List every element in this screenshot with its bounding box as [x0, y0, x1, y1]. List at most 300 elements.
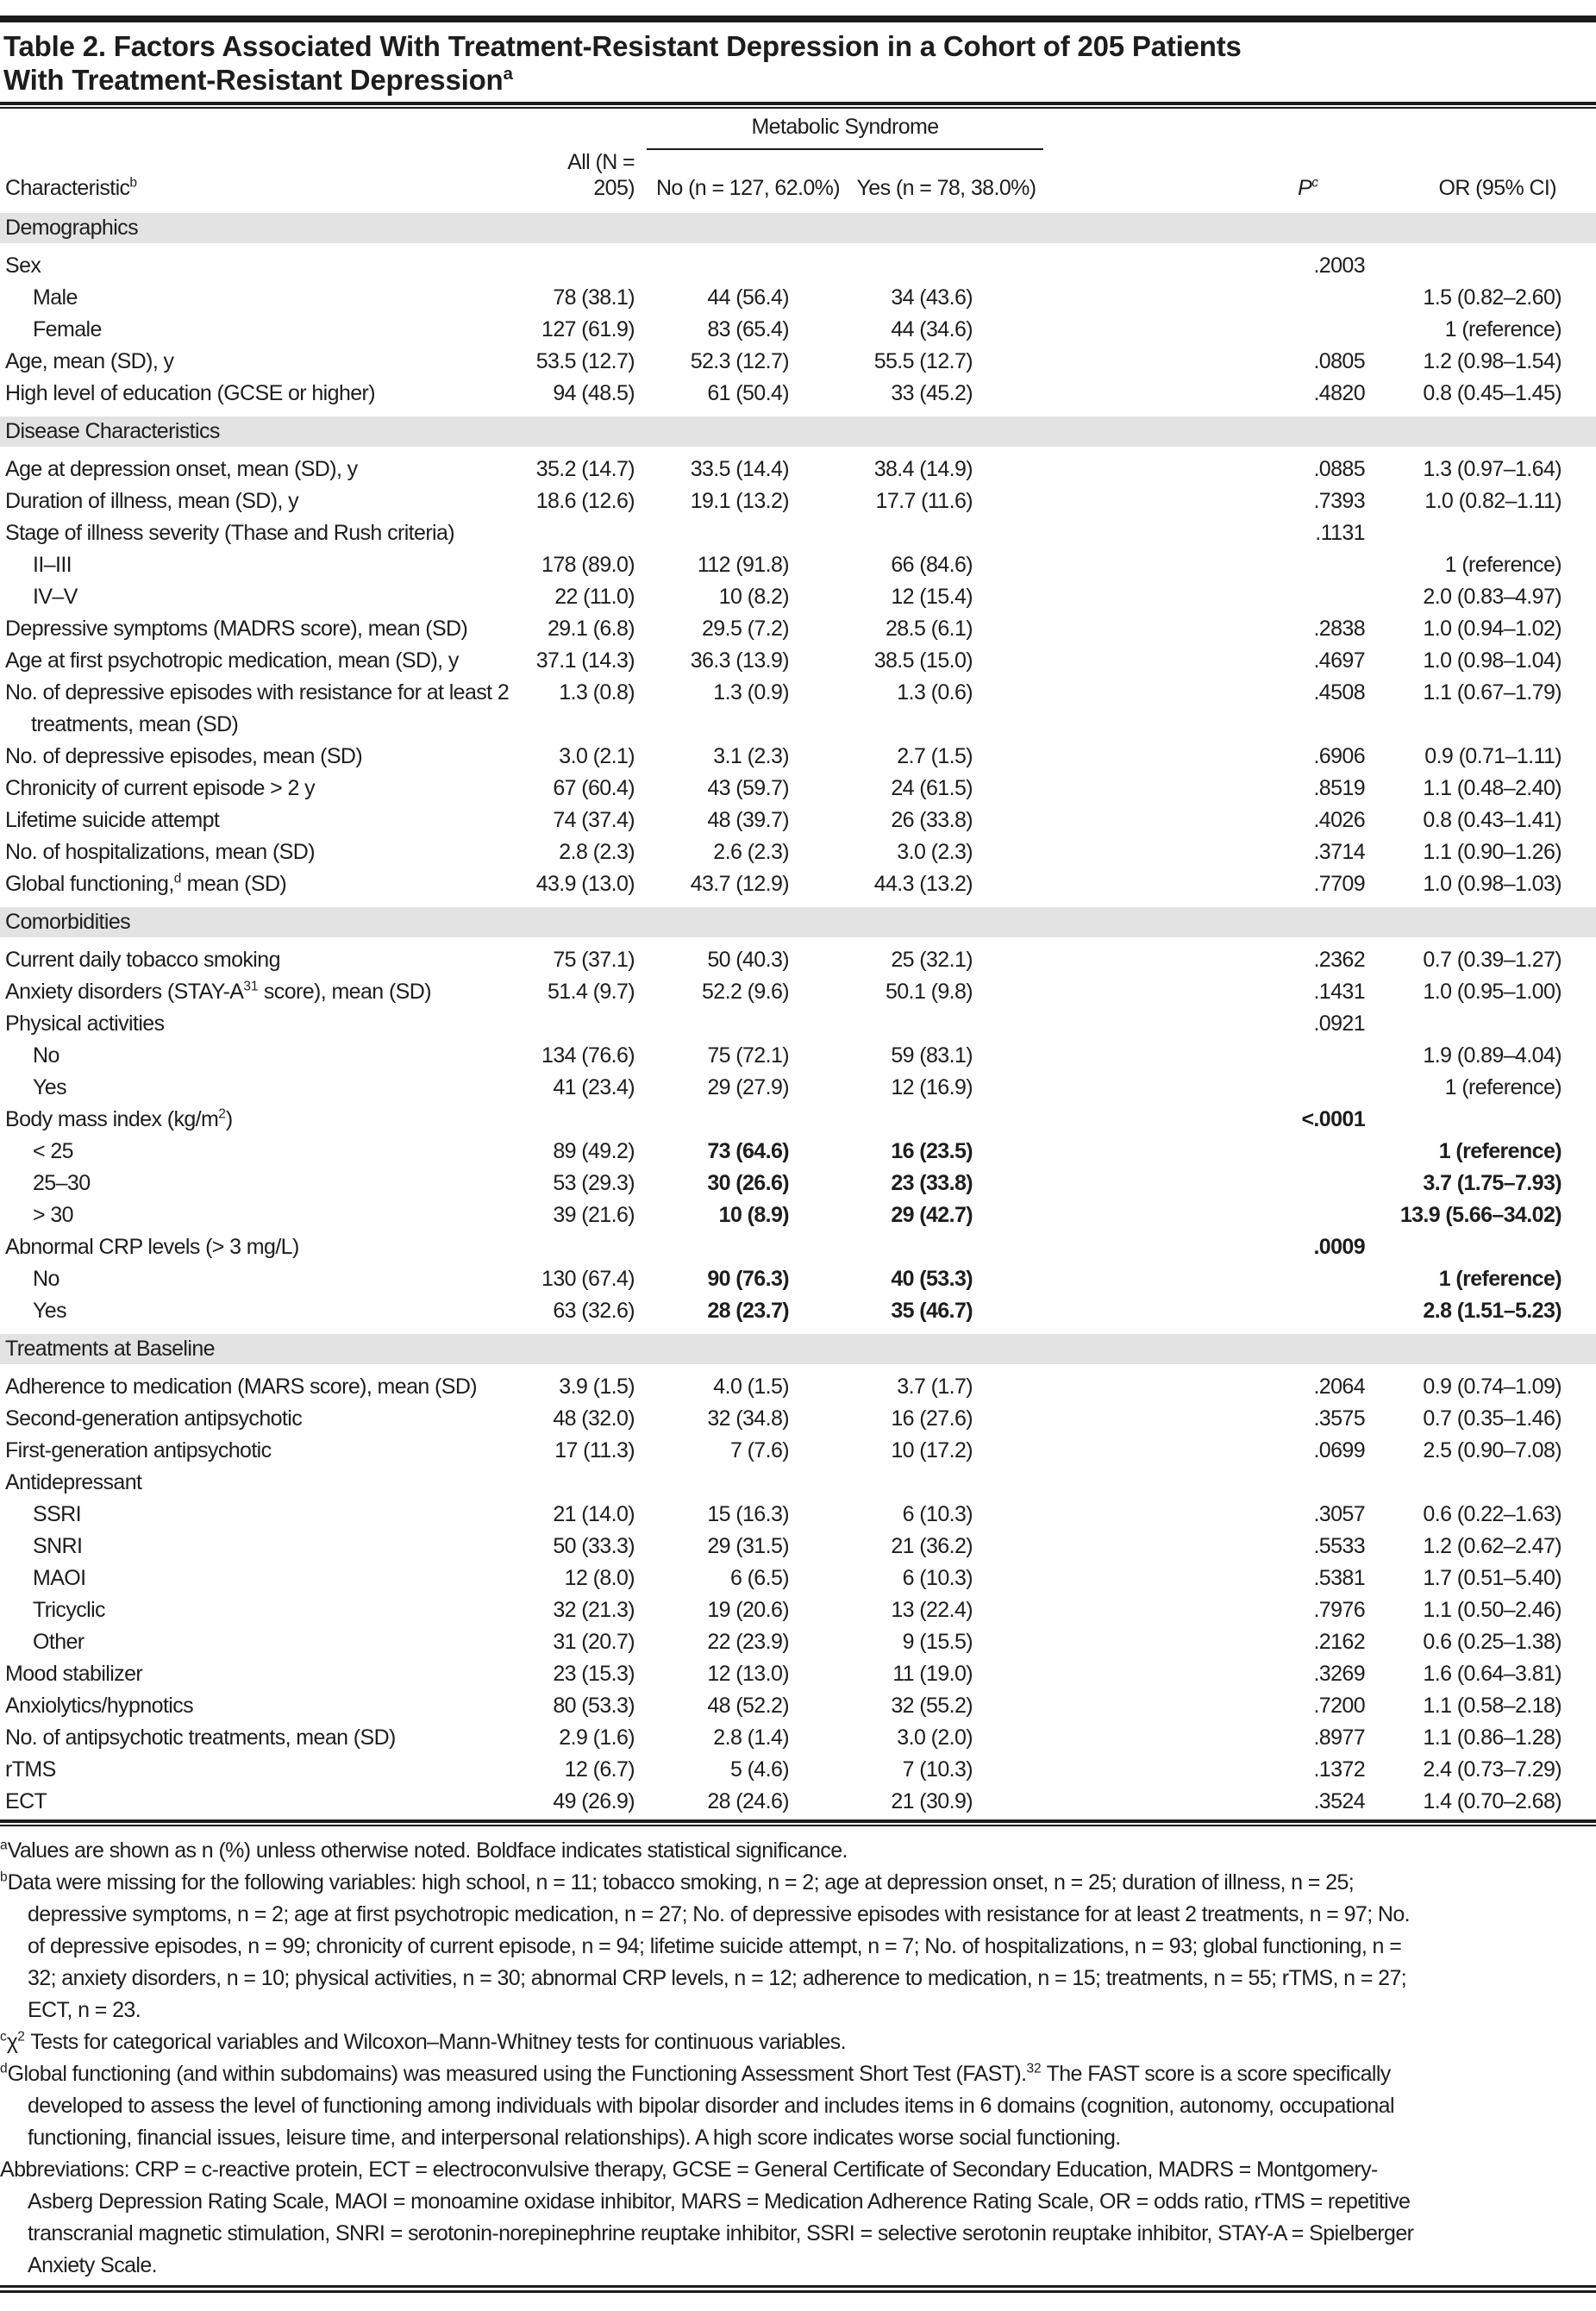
row-label: Physical activities	[5, 1011, 165, 1036]
cell-all: 23 (15.3)	[553, 1662, 635, 1686]
section-row	[0, 1331, 1596, 1368]
cell-yes: 9 (15.5)	[902, 1630, 973, 1654]
cell-yes: 6 (10.3)	[902, 1566, 973, 1590]
cell-all: 1.3 (0.8)	[559, 680, 635, 705]
cell-all: 178 (89.0)	[541, 553, 635, 577]
cell-yes: 35 (46.7)	[891, 1299, 973, 1323]
table-row	[0, 1104, 1596, 1136]
table-row	[0, 314, 1596, 346]
cell-p: .4820	[1313, 381, 1365, 405]
row-label: SSRI	[33, 1502, 81, 1526]
cell-or: 1.0 (0.95–1.00)	[1423, 980, 1562, 1004]
footnote: $^b$Data were missing for the following variables: high school, n = 11; tobacco smoking, n = 2; age at depression onset, n = 25; duration of illness, n = 25; depressive symptoms, n = 2; age at first psychotropic medication, n = 27; No. of depressive episodes with resistance for at least 2 treatments, n = 97; No. of depressive episodes, n = 99; chronicity of current episode, n = 94; lifetime suicide attempt, n = 7; No. of hospitalizations, n = 93; global functioning, n = 32; anxiety disorders, n = 10; physical activities, n = 30; abnormal CRP levels, n = 12; adherence to medication, n = 15; treatments, n = 55; rTMS, n = 27; ECT, n = 23.	[0, 1869, 1410, 2022]
table-row	[0, 805, 1596, 836]
cell-no: 32 (34.8)	[707, 1406, 789, 1431]
cell-p: .7976	[1313, 1598, 1365, 1622]
cell-no: 30 (26.6)	[707, 1171, 789, 1195]
cell-p	[1043, 314, 1367, 346]
cell-all: 89 (49.2)	[553, 1139, 635, 1163]
cell-all: 29.1 (6.8)	[547, 617, 635, 641]
row-label: > 30	[33, 1203, 73, 1227]
cell-p: .7709	[1313, 872, 1365, 896]
row-label: Other	[33, 1630, 84, 1654]
cell-yes: 21 (36.2)	[891, 1534, 973, 1558]
cell-p	[1043, 549, 1367, 581]
cell-all: 80 (53.3)	[553, 1694, 635, 1718]
cell-yes: 26 (33.8)	[891, 808, 973, 832]
cell-or: 1.1 (0.50–2.46)	[1423, 1598, 1562, 1622]
cell-or: 2.8 (1.51–5.23)	[1423, 1299, 1562, 1323]
table-row	[0, 1435, 1596, 1467]
spacer-cell	[526, 109, 647, 149]
cell-all: 35.2 (14.7)	[535, 457, 635, 481]
cell-all: 63 (32.6)	[553, 1299, 635, 1323]
cell-no	[647, 247, 849, 282]
cell-no: 12 (13.0)	[707, 1662, 789, 1686]
section-header: Treatments at Baseline	[0, 1331, 1596, 1368]
cell-all	[526, 1008, 647, 1040]
cell-p	[1043, 1136, 1367, 1168]
cell-p	[1043, 1467, 1367, 1499]
cell-p: .8977	[1313, 1725, 1365, 1750]
cell-p: .2064	[1313, 1375, 1365, 1399]
cell-all: 18.6 (12.6)	[535, 489, 635, 513]
cell-yes: 40 (53.3)	[891, 1267, 973, 1291]
cell-all: 43.9 (13.0)	[535, 872, 635, 896]
table-row	[0, 1136, 1596, 1168]
page-bottom-rule	[0, 2285, 1596, 2293]
cell-p	[1043, 1072, 1367, 1104]
col-header-yes: Yes (n = 78, 38.0%)	[849, 149, 1043, 210]
table-row	[0, 1403, 1596, 1435]
row-label: First-generation antipsychotic	[5, 1438, 272, 1462]
row-label: Adherence to medication (MARS score), mean (SD)	[5, 1375, 478, 1399]
footnote: $^d$Global functioning (and within subdomains) was measured using the Functioning Assessment Short Test (FAST).$^{32}$ The FAST score is a score specifically developed to assess the level of functioning among individuals with bipolar disorder and includes items in 6 domains (cognition, autonomy, occupational functioning, financial issues, leisure time, and interpersonal relationships). A high score indicates worse social functioning.	[0, 2061, 1394, 2150]
cell-yes: 11 (19.0)	[892, 1662, 973, 1686]
row-label: Body mass index $(kg/m^2)$	[5, 1106, 233, 1131]
column-header-row	[0, 149, 1596, 210]
footnote: Abbreviations: CRP = c-reactive protein, ECT = electroconvulsive therapy, GCSE = General Certificate of Secondary Education, MADRS = Montgomery-Asberg Depression Rating Scale, MAOI = monoamine oxidase inhibitor, MARS = Medication Adherence Rating Scale, OR = odds ratio, rTMS = repetitive transcranial magnetic stimulation, SNRI = serotonin-norepinephrine reuptake inhibitor, SSRI = selective serotonin reuptake inhibitor, STAY-A = Spielberger Anxiety Scale.	[0, 2158, 1414, 2277]
table-row	[0, 976, 1596, 1008]
row-label: Depressive symptoms (MADRS score), mean (SD)	[5, 617, 468, 641]
cell-or: 1 (reference)	[1438, 1139, 1562, 1163]
table-row	[0, 1368, 1596, 1403]
cell-yes: 6 (10.3)	[902, 1502, 973, 1526]
table-row	[0, 1594, 1596, 1626]
cell-yes: 1.3 (0.6)	[897, 680, 973, 705]
cell-all: 3.0 (2.1)	[559, 744, 635, 768]
cell-no: 36.3 (13.9)	[690, 648, 789, 673]
cell-p: .2162	[1313, 1630, 1365, 1654]
cell-p	[1043, 1263, 1367, 1295]
spanner-row	[0, 109, 1596, 149]
footnote: $^a$Values are shown as n (%) unless otherwise noted. Boldface indicates statistical significance.	[0, 1838, 848, 1863]
cell-yes: 29 (42.7)	[891, 1203, 973, 1227]
cell-yes: 3.0 (2.3)	[897, 840, 973, 864]
cell-or: 1.7 (0.51–5.40)	[1423, 1566, 1562, 1590]
cell-all: 32 (21.3)	[553, 1598, 635, 1622]
cell-p: .3269	[1313, 1662, 1365, 1686]
row-label: IV–V	[33, 585, 78, 609]
row-label: No	[33, 1267, 59, 1291]
cell-yes: 23 (33.8)	[891, 1171, 973, 1195]
table-row	[0, 1263, 1596, 1295]
cell-all: 74 (37.4)	[553, 808, 635, 832]
cell-or	[1367, 247, 1596, 282]
cell-or: 0.9 (0.74–1.09)	[1423, 1375, 1562, 1399]
row-label: Female	[33, 317, 102, 341]
cell-all: 41 (23.4)	[553, 1075, 635, 1099]
cell-no: 73 (64.6)	[707, 1139, 789, 1163]
col-header-or: OR (95% CI)	[1367, 149, 1596, 210]
cell-no: 75 (72.1)	[707, 1043, 789, 1068]
cell-p: .7393	[1313, 489, 1365, 513]
cell-all: 51.4 (9.7)	[547, 980, 635, 1004]
cell-p: .1372	[1313, 1757, 1365, 1782]
cell-p: .2362	[1313, 948, 1365, 972]
cell-p: .0805	[1313, 349, 1365, 373]
table-row	[0, 1040, 1596, 1072]
row-label: Tricyclic	[33, 1598, 105, 1622]
cell-or: 0.6 (0.25–1.38)	[1423, 1630, 1562, 1654]
cell-p	[1043, 1199, 1367, 1231]
table-row	[0, 836, 1596, 868]
cell-no: 48 (52.2)	[707, 1694, 789, 1718]
row-label: Global functioning,$^d$ mean (SD)	[5, 871, 287, 896]
table-row	[0, 1467, 1596, 1499]
cell-yes: 44 (34.6)	[891, 317, 973, 341]
table-header	[0, 109, 1596, 210]
cell-yes: 50.1 (9.8)	[885, 980, 973, 1004]
cell-yes	[849, 1467, 1043, 1499]
row-label: No. of hospitalizations, mean (SD)	[5, 840, 315, 864]
cell-yes: 32 (55.2)	[891, 1694, 973, 1718]
cell-or: 1.2 (0.98–1.54)	[1423, 349, 1562, 373]
cell-yes: 33 (45.2)	[891, 381, 973, 405]
cell-all: 50 (33.3)	[553, 1534, 635, 1558]
cell-no	[647, 1467, 849, 1499]
spacer-cell	[1367, 109, 1596, 149]
table-body	[0, 210, 1596, 1818]
cell-p: .0885	[1313, 457, 1365, 481]
spacer-cell	[1043, 109, 1367, 149]
table-row	[0, 1295, 1596, 1331]
table-row	[0, 1072, 1596, 1104]
cell-p: .6906	[1313, 744, 1365, 768]
row-label: Anxiolytics/hypnotics	[5, 1694, 194, 1718]
cell-no: 52.2 (9.6)	[701, 980, 789, 1004]
cell-no: 28 (23.7)	[707, 1299, 789, 1323]
table-row	[0, 247, 1596, 282]
section-header: Demographics	[0, 210, 1596, 247]
cell-or: 0.7 (0.35–1.46)	[1423, 1406, 1562, 1431]
table-row	[0, 549, 1596, 581]
row-label: Lifetime suicide attempt	[5, 808, 220, 832]
cell-all	[526, 517, 647, 549]
row-label: MAOI	[33, 1566, 86, 1590]
cell-no: 3.1 (2.3)	[713, 744, 789, 768]
cell-yes: 7 (10.3)	[902, 1757, 973, 1782]
cell-p: .1431	[1313, 980, 1365, 1004]
table-row	[0, 1754, 1596, 1786]
row-label: Age at first psychotropic medication, mean (SD), y	[5, 648, 459, 673]
row-label: Age at depression onset, mean (SD), y	[5, 457, 358, 481]
cell-p	[1043, 1168, 1367, 1199]
row-label: Mood stabilizer	[5, 1662, 143, 1686]
section-row	[0, 210, 1596, 247]
cell-or: 1.5 (0.82–2.60)	[1423, 285, 1562, 310]
cell-or: 1.0 (0.94–1.02)	[1423, 617, 1562, 641]
table-row	[0, 645, 1596, 677]
table-title-line1: Table 2. Factors Associated With Treatment-Resistant Depression in a Cohort of 205 Patients	[3, 30, 1242, 62]
cell-all: 21 (14.0)	[553, 1502, 635, 1526]
cell-all: 53 (29.3)	[553, 1171, 635, 1195]
cell-p: .8519	[1313, 776, 1365, 800]
cell-yes: 59 (83.1)	[891, 1043, 973, 1068]
col-header-p: $P^c$	[1043, 149, 1367, 210]
cell-yes	[849, 1231, 1043, 1263]
cell-yes: 16 (23.5)	[891, 1139, 973, 1163]
cell-no: 43 (59.7)	[707, 776, 789, 800]
cell-or: 1.6 (0.64–3.81)	[1423, 1662, 1562, 1686]
cell-or	[1367, 1008, 1596, 1040]
cell-all: 17 (11.3)	[554, 1438, 635, 1462]
spacer-cell	[0, 109, 526, 149]
col-header-all: All (N = 205)	[526, 149, 647, 210]
cell-or: 1 (reference)	[1444, 1075, 1562, 1099]
row-label: ECT	[5, 1789, 47, 1813]
col-header-characteristic: Characteristic$^b$	[0, 149, 526, 210]
table-row	[0, 450, 1596, 485]
table-row	[0, 1722, 1596, 1754]
cell-or: 1.0 (0.98–1.04)	[1423, 648, 1562, 673]
cell-or: 0.8 (0.43–1.41)	[1423, 808, 1562, 832]
col-header-no: No (n = 127, 62.0%)	[647, 149, 849, 210]
row-label: No	[33, 1043, 59, 1068]
cell-p: .4697	[1313, 648, 1365, 673]
cell-or: 1 (reference)	[1444, 317, 1562, 341]
section-row	[0, 413, 1596, 450]
cell-or: 1.1 (0.86–1.28)	[1423, 1725, 1562, 1750]
cell-no: 90 (76.3)	[707, 1267, 789, 1291]
table-bottom-rule	[0, 1819, 1596, 1826]
cell-no: 48 (39.7)	[707, 808, 789, 832]
row-label: Antidepressant	[5, 1470, 142, 1494]
table-row	[0, 485, 1596, 517]
cell-p: .2003	[1313, 254, 1365, 278]
section-row	[0, 904, 1596, 941]
cell-or: 1 (reference)	[1444, 553, 1562, 577]
cell-no: 61 (50.4)	[707, 381, 789, 405]
cell-no: 2.6 (2.3)	[713, 840, 789, 864]
cell-or: 1 (reference)	[1438, 1267, 1562, 1291]
table-row	[0, 1231, 1596, 1263]
cell-all: 2.8 (2.3)	[559, 840, 635, 864]
table-row	[0, 1499, 1596, 1531]
cell-all: 127 (61.9)	[541, 317, 635, 341]
cell-p: .3524	[1313, 1789, 1365, 1813]
cell-no: 19.1 (13.2)	[690, 489, 789, 513]
cell-p: .7200	[1313, 1694, 1365, 1718]
cell-no: 50 (40.3)	[707, 948, 789, 972]
cell-all	[526, 247, 647, 282]
row-label: Yes	[33, 1075, 66, 1099]
cell-yes: 28.5 (6.1)	[885, 617, 973, 641]
cell-all: 94 (48.5)	[553, 381, 635, 405]
cell-or	[1367, 1231, 1596, 1263]
row-label: Male	[33, 285, 78, 310]
row-label: Age, mean (SD), y	[5, 349, 174, 373]
row-label: Sex	[5, 254, 41, 278]
row-label: SNRI	[33, 1534, 83, 1558]
cell-yes: 55.5 (12.7)	[873, 349, 973, 373]
cell-p	[1043, 282, 1367, 314]
cell-or: 2.0 (0.83–4.97)	[1423, 585, 1562, 609]
cell-p: .0921	[1313, 1011, 1365, 1036]
row-label: No. of antipsychotic treatments, mean (SD)	[5, 1725, 396, 1750]
cell-yes: 2.7 (1.5)	[897, 744, 973, 768]
cell-p: .1131	[1315, 521, 1365, 545]
cell-yes: 38.5 (15.0)	[873, 648, 973, 673]
table-row	[0, 868, 1596, 904]
table-row	[0, 1658, 1596, 1690]
row-label: No. of depressive episodes, mean (SD)	[5, 744, 363, 768]
section-header: Comorbidities	[0, 904, 1596, 941]
cell-p: .0009	[1313, 1235, 1365, 1259]
cell-no: 15 (16.3)	[707, 1502, 789, 1526]
table-row	[0, 581, 1596, 613]
cell-all: 130 (67.4)	[541, 1267, 635, 1291]
cell-or	[1367, 1104, 1596, 1136]
cell-no: 28 (24.6)	[707, 1789, 789, 1813]
table-row	[0, 677, 1596, 741]
metabolic-syndrome-spanner: Metabolic Syndrome	[647, 109, 1043, 149]
cell-yes: 16 (27.6)	[891, 1406, 973, 1431]
row-label: Yes	[33, 1299, 66, 1323]
table-row	[0, 741, 1596, 773]
cell-all: 12 (8.0)	[564, 1566, 635, 1590]
cell-or: 1.1 (0.48–2.40)	[1423, 776, 1562, 800]
row-label: rTMS	[5, 1757, 56, 1782]
row-label: Anxiety disorders ($STAY-A^{31}$ score), mean (SD)	[5, 979, 431, 1004]
table-row	[0, 1786, 1596, 1818]
row-label: 25–30	[33, 1171, 91, 1195]
table-row	[0, 613, 1596, 645]
cell-or: 3.7 (1.75–7.93)	[1423, 1171, 1562, 1195]
footnotes	[0, 1835, 1418, 2282]
row-label: II–III	[33, 553, 72, 577]
cell-or: 1.3 (0.97–1.64)	[1423, 457, 1562, 481]
cell-no: 29 (27.9)	[707, 1075, 789, 1099]
cell-all	[526, 1104, 647, 1136]
cell-all: 49 (26.9)	[553, 1789, 635, 1813]
table-row	[0, 282, 1596, 314]
table-title-line2: With Treatment-Resistant Depression$^a$	[3, 64, 513, 96]
cell-or: 0.8 (0.45–1.45)	[1423, 381, 1562, 405]
cell-p: .3575	[1313, 1406, 1365, 1431]
cell-no: 6 (6.5)	[729, 1566, 789, 1590]
cell-no	[647, 1104, 849, 1136]
cell-or: 1.1 (0.67–1.79)	[1423, 680, 1562, 705]
cell-or: 2.4 (0.73–7.29)	[1423, 1757, 1562, 1782]
cell-no: 44 (56.4)	[707, 285, 789, 310]
cell-no: 33.5 (14.4)	[690, 457, 789, 481]
top-rule	[0, 16, 1596, 22]
cell-p: .4508	[1313, 680, 1365, 705]
table-title	[3, 29, 1596, 97]
cell-yes: 25 (32.1)	[891, 948, 973, 972]
cell-or: 0.9 (0.71–1.11)	[1424, 744, 1562, 768]
table-row	[0, 1531, 1596, 1563]
table-row	[0, 378, 1596, 413]
cell-or: 0.7 (0.39–1.27)	[1423, 948, 1562, 972]
cell-no: 10 (8.9)	[718, 1203, 789, 1227]
cell-or: 1.4 (0.70–2.68)	[1423, 1789, 1562, 1813]
row-label: Stage of illness severity (Thase and Rush criteria)	[5, 521, 455, 545]
section-header: Disease Characteristics	[0, 413, 1596, 450]
cell-or: 1.9 (0.89–4.04)	[1423, 1043, 1562, 1068]
cell-no: 52.3 (12.7)	[690, 349, 789, 373]
cell-all: 53.5 (12.7)	[535, 349, 635, 373]
cell-or: 1.0 (0.82–1.11)	[1424, 489, 1562, 513]
table-row	[0, 1563, 1596, 1594]
cell-yes: 3.0 (2.0)	[897, 1725, 973, 1750]
footnote: $^c\chi^2$ Tests for categorical variables and Wilcoxon–Mann-Whitney tests for continuous variables.	[0, 2029, 846, 2054]
cell-or: 0.6 (0.22–1.63)	[1423, 1502, 1562, 1526]
cell-no: 2.8 (1.4)	[713, 1725, 789, 1750]
cell-yes: 21 (30.9)	[891, 1789, 973, 1813]
cell-all: 78 (38.1)	[553, 285, 635, 310]
cell-or: 1.2 (0.62–2.47)	[1423, 1534, 1562, 1558]
cell-p	[1043, 1295, 1367, 1331]
table-row	[0, 1690, 1596, 1722]
cell-p: .2838	[1313, 617, 1365, 641]
cell-p: .5381	[1313, 1566, 1365, 1590]
cell-or: 13.9 (5.66–34.02)	[1399, 1203, 1562, 1227]
row-label: No. of depressive episodes with resistance for at least 2 treatments, mean (SD)	[5, 680, 510, 736]
cell-yes: 12 (16.9)	[891, 1075, 973, 1099]
table-row	[0, 1008, 1596, 1040]
cell-all: 2.9 (1.6)	[559, 1725, 635, 1750]
cell-p	[1043, 581, 1367, 613]
cell-all	[526, 1467, 647, 1499]
row-label: < 25	[33, 1139, 73, 1163]
cell-p: .3714	[1313, 840, 1365, 864]
cell-all: 37.1 (14.3)	[535, 648, 635, 673]
cell-no: 5 (4.6)	[729, 1757, 789, 1782]
cell-yes	[849, 517, 1043, 549]
cell-p: .5533	[1313, 1534, 1365, 1558]
cell-yes: 13 (22.4)	[891, 1598, 973, 1622]
cell-no: 1.3 (0.9)	[713, 680, 789, 705]
cell-all	[526, 1231, 647, 1263]
row-label: High level of education (GCSE or higher)	[5, 381, 376, 405]
cell-all: 67 (60.4)	[553, 776, 635, 800]
cell-or: 1.0 (0.98–1.03)	[1423, 872, 1562, 896]
cell-yes: 10 (17.2)	[891, 1438, 973, 1462]
cell-no: 19 (20.6)	[707, 1598, 789, 1622]
cell-all: 134 (76.6)	[541, 1043, 635, 1068]
cell-yes: 12 (15.4)	[891, 585, 973, 609]
cell-yes: 66 (84.6)	[891, 553, 973, 577]
cell-p	[1043, 1040, 1367, 1072]
table-row	[0, 517, 1596, 549]
cell-yes	[849, 1104, 1043, 1136]
cell-no: 10 (8.2)	[718, 585, 789, 609]
cell-or: 2.5 (0.90–7.08)	[1423, 1438, 1562, 1462]
cell-no	[647, 517, 849, 549]
table-row	[0, 773, 1596, 805]
